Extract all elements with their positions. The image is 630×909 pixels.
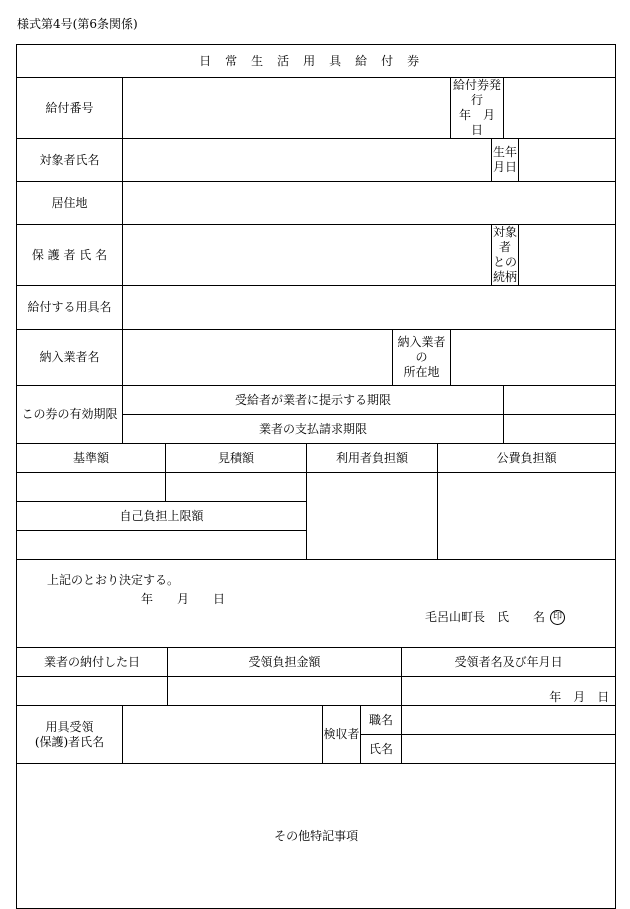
position-label: 職名 bbox=[361, 706, 402, 735]
delivered-date-field[interactable] bbox=[17, 677, 168, 706]
estimate-amount-field[interactable] bbox=[166, 473, 307, 502]
self-limit-label: 自己負担上限額 bbox=[17, 502, 307, 531]
relation-field[interactable] bbox=[519, 225, 616, 286]
user-burden-label: 利用者負担額 bbox=[307, 444, 438, 473]
estimate-amount-label: 見積額 bbox=[166, 444, 307, 473]
mayor-signature: 毛呂山町長 氏 名 印 bbox=[425, 610, 565, 625]
decision-text: 上記のとおり決定する。 bbox=[47, 573, 180, 587]
form-title: 日常生活用具給付券 bbox=[17, 45, 616, 78]
voucher-form bbox=[16, 44, 616, 909]
subject-name-field[interactable] bbox=[123, 139, 492, 182]
receiver-date-label: 受領者名及び年月日 bbox=[402, 648, 616, 677]
notes-label: その他特記事項 bbox=[274, 828, 359, 843]
standard-amount-label: 基準額 bbox=[17, 444, 166, 473]
validity-claim-field[interactable] bbox=[504, 415, 616, 444]
decision-date: 年 月 日 bbox=[141, 592, 226, 606]
validity-present-field[interactable] bbox=[504, 386, 616, 415]
inspector-name-label: 氏名 bbox=[361, 735, 402, 764]
issue-date-field[interactable] bbox=[504, 78, 616, 139]
received-amount-field[interactable] bbox=[168, 677, 402, 706]
validity-present-label: 受給者が業者に提示する期限 bbox=[123, 386, 504, 415]
decision-section bbox=[17, 560, 616, 648]
supplier-name-label: 納入業者名 bbox=[17, 330, 123, 386]
received-amount-label: 受領負担金額 bbox=[168, 648, 402, 677]
supplier-address-field[interactable] bbox=[451, 330, 616, 386]
validity-claim-label: 業者の支払請求期限 bbox=[123, 415, 504, 444]
standard-amount-field[interactable] bbox=[17, 473, 166, 502]
public-burden-field[interactable] bbox=[438, 473, 616, 560]
inspector-label: 検収者 bbox=[323, 706, 361, 764]
residence-label: 居住地 bbox=[17, 182, 123, 225]
form-reference: 様式第4号(第6条関係) bbox=[17, 17, 138, 31]
guardian-name-label: 保 護 者 氏 名 bbox=[17, 225, 123, 286]
residence-field[interactable] bbox=[123, 182, 616, 225]
subject-name-label: 対象者氏名 bbox=[17, 139, 123, 182]
issue-date-label: 給付券発行 年 月 日 bbox=[451, 78, 504, 139]
validity-label: この券の有効期限 bbox=[17, 386, 123, 444]
receiver-name-label: 用具受領 (保護)者氏名 bbox=[17, 706, 123, 764]
notes-field[interactable] bbox=[17, 764, 616, 909]
self-limit-field[interactable] bbox=[17, 531, 307, 560]
birth-date-label: 生年月日 bbox=[492, 139, 519, 182]
item-name-label: 給付する用具名 bbox=[17, 286, 123, 330]
seal-icon: 印 bbox=[550, 610, 565, 625]
user-burden-field[interactable] bbox=[307, 473, 438, 560]
supplier-address-label: 納入業者の 所在地 bbox=[393, 330, 451, 386]
guardian-name-field[interactable] bbox=[123, 225, 492, 286]
delivered-date-label: 業者の納付した日 bbox=[17, 648, 168, 677]
public-burden-label: 公費負担額 bbox=[438, 444, 616, 473]
item-name-field[interactable] bbox=[123, 286, 616, 330]
inspector-name-field[interactable] bbox=[402, 735, 616, 764]
position-field[interactable] bbox=[402, 706, 616, 735]
voucher-no-field[interactable] bbox=[123, 78, 451, 139]
birth-date-field[interactable] bbox=[519, 139, 616, 182]
relation-label: 対象者 との続柄 bbox=[492, 225, 517, 284]
receiver-date-field[interactable]: 年 月 日 bbox=[402, 677, 616, 706]
receiver-name-field[interactable] bbox=[123, 706, 323, 764]
voucher-no-label: 給付番号 bbox=[17, 78, 123, 139]
supplier-name-field[interactable] bbox=[123, 330, 393, 386]
